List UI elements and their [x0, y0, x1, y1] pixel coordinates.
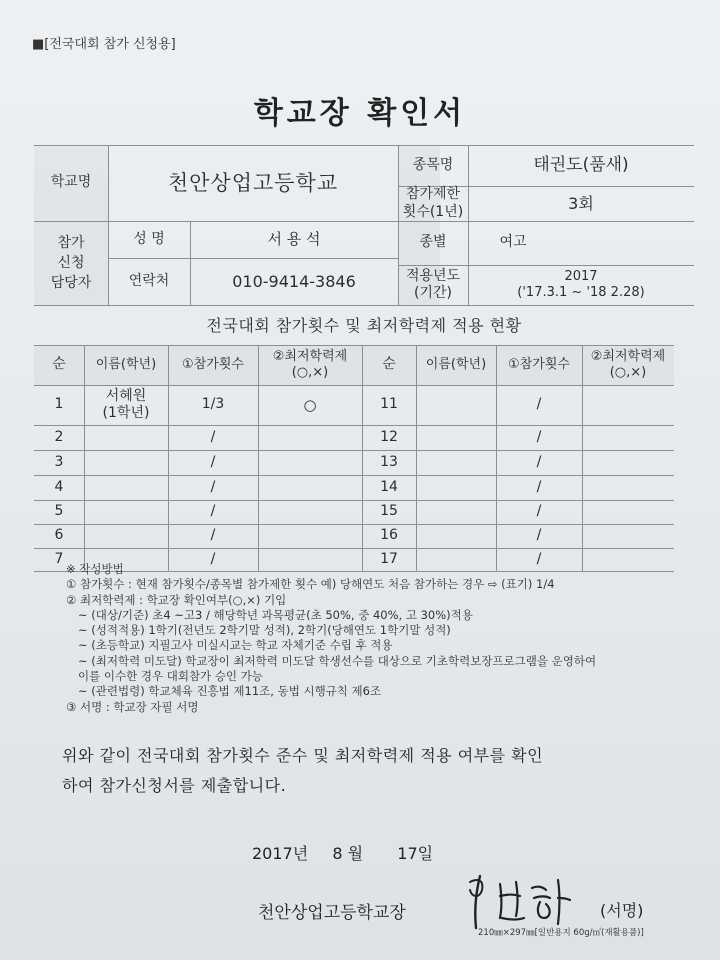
- table-header-no: 순: [52, 356, 66, 373]
- participation-limit-label-line1: 참가제한: [405, 186, 461, 202]
- manager-label-line2: 신청: [57, 255, 85, 271]
- table-header-count-right: ①참가횟수: [508, 356, 570, 372]
- table-row-15-no: 15: [380, 503, 398, 520]
- table-row-2-no: 2: [54, 428, 64, 445]
- manager-label-line3: 담당자: [50, 275, 92, 291]
- issue-date-month: 8 월: [332, 844, 364, 863]
- note-grade-application: ~ (성적적용) 1학기(전년도 2학기말 성적), 2학기(당해연도 1학기말 성적): [78, 623, 451, 638]
- writing-instructions: [66, 562, 696, 715]
- participation-limit-label-line2: 횟수(1년): [402, 203, 464, 220]
- table-row-12-count: /: [536, 428, 542, 445]
- table-row-7-no: 7: [54, 550, 64, 567]
- table-row-1-min: ○: [303, 395, 317, 414]
- table-row-17-count: /: [536, 550, 542, 567]
- contact-value: 010-9414-3846: [232, 271, 356, 291]
- table-row-15-count: /: [536, 503, 542, 520]
- table-row-17-no: 17: [380, 550, 398, 567]
- table-row-2-count: /: [210, 428, 216, 445]
- table-row-1-no: 1: [54, 396, 64, 413]
- table-row-14-count: /: [536, 478, 542, 495]
- note-below-minimum: ~ (최저학력 미도달) 학교장이 최저학력 미도달 학생선수를 대상으로 기초학력보장프로그램을 운영하여: [78, 653, 597, 668]
- applicable-period: ('17.3.1 ~ '18 2.28): [517, 285, 645, 300]
- note-minimum-grade: ② 최저학력제 : 학교장 확인여부(○,×) 기입: [66, 592, 287, 607]
- table-row-16-count: /: [536, 527, 542, 544]
- table-header-name: 이름(학년): [95, 356, 157, 372]
- contact-label: 연락처: [128, 272, 170, 289]
- manager-label-line1: 참가: [57, 235, 85, 251]
- table-row-12-no: 12: [380, 428, 398, 445]
- info-line-bottom: [34, 305, 694, 306]
- event-name-value: 태권도(품새): [533, 154, 629, 175]
- category-label: 종별: [419, 234, 447, 251]
- table-header-no-right: 순: [382, 356, 396, 373]
- table-row-11-count: /: [536, 396, 542, 413]
- table-header-min-line1: ②최저학력제: [272, 348, 348, 364]
- table-row-4-count: /: [210, 478, 216, 495]
- school-name-label: 학교명: [50, 174, 92, 191]
- section-title: 전국대회 참가횟수 및 최저학력제 적용 현황: [206, 316, 522, 335]
- applicable-year-label-line1: 적용년도: [405, 267, 461, 284]
- table-header-min-line2: (○,×): [291, 365, 329, 380]
- table-header-min: [258, 345, 362, 385]
- document-title: 학교장 확인서: [253, 96, 467, 131]
- declaration: [62, 741, 682, 801]
- table-row-3-no: 3: [54, 453, 64, 470]
- category-value: 여고: [499, 234, 527, 251]
- table-row-5-no: 5: [54, 503, 64, 520]
- applicable-year-label: [398, 265, 468, 305]
- note-elementary-school: ~ (초등학교) 지필고사 미실시교는 학교 자체기준 수립 후 적용: [78, 638, 393, 653]
- issue-date-day: 17일: [397, 844, 434, 863]
- participation-limit-value: 3회: [568, 193, 594, 213]
- note-signature: ③ 서명 : 학교장 자필 서명: [66, 699, 199, 714]
- school-name-value: 천안상업고등학교: [167, 170, 339, 195]
- table-header-min-right-line2: (○,×): [609, 365, 647, 380]
- table-header-min-right-line1: ②최저학력제: [590, 348, 666, 364]
- participation-limit-label: [398, 186, 468, 221]
- applicable-year-label-line2: (기간): [414, 285, 452, 301]
- table-row-14-no: 14: [380, 478, 398, 495]
- applicable-year: 2017: [564, 268, 598, 284]
- principal-title: 천안상업고등학교장: [258, 903, 406, 923]
- note-heading: ※ 작성방법: [66, 562, 124, 576]
- form-category-tag: ■[전국대회 참가 신청용]: [32, 37, 176, 52]
- note-target-criteria: ~ (대상/기준) 초4 ~고3 / 해당학년 과목평균(초 50%, 중 40%, 고 30%)적용: [78, 607, 473, 622]
- declaration-line2: 하여 참가신청서를 제출합니다.: [62, 776, 287, 795]
- issue-date: [252, 841, 433, 864]
- table-row-16-no: 16: [380, 527, 398, 544]
- paper-spec-footer: 210㎜×297㎜[일반용지 60g/㎡(재활용품)]: [478, 928, 644, 938]
- table-header-name-right: 이름(학년): [425, 356, 487, 372]
- note-related-law: ~ (관련법령) 학교체육 진흥법 제11조, 동법 시행규칙 제6조: [78, 684, 382, 699]
- event-name-label: 종목명: [412, 156, 454, 173]
- table-row-13-count: /: [536, 453, 542, 470]
- manager-name-value: 서 용 석: [267, 230, 321, 249]
- table-row-6-no: 6: [54, 527, 64, 544]
- table-row-1-grade: (1학년): [102, 405, 150, 421]
- issue-date-year: 2017년: [252, 844, 309, 863]
- signature-label: (서명): [600, 901, 644, 920]
- note-below-minimum-cont: 이를 이수한 경우 대회참가 승인 가능: [78, 669, 263, 684]
- table-row-6-count: /: [210, 527, 216, 544]
- applicable-year-value: [468, 265, 694, 305]
- note-participation-count: ① 참가횟수 : 현재 참가횟수/종목별 참가제한 횟수 예) 당해연도 처음 참가하는 경우 ⇨ (표기) 1/4: [66, 577, 555, 592]
- table-row-3-count: /: [210, 453, 216, 470]
- table-header-count: ①참가횟수: [182, 356, 244, 372]
- table-header-min-right: [582, 345, 674, 385]
- table-row-1-name: [84, 385, 168, 425]
- table-row-5-count: /: [210, 503, 216, 520]
- table-row-1-name-text: 서혜원: [105, 387, 147, 404]
- manager-label: [34, 221, 108, 305]
- table-row-11-no: 11: [380, 396, 398, 413]
- table-row-1-count: 1/3: [201, 396, 225, 413]
- table-row-7-count: /: [210, 550, 216, 567]
- table-row-13-no: 13: [380, 453, 398, 470]
- declaration-line1: 위와 같이 전국대회 참가횟수 준수 및 최저학력제 적용 여부를 확인: [62, 746, 544, 765]
- table-row-4-no: 4: [54, 478, 64, 495]
- manager-name-label: 성 명: [133, 230, 165, 247]
